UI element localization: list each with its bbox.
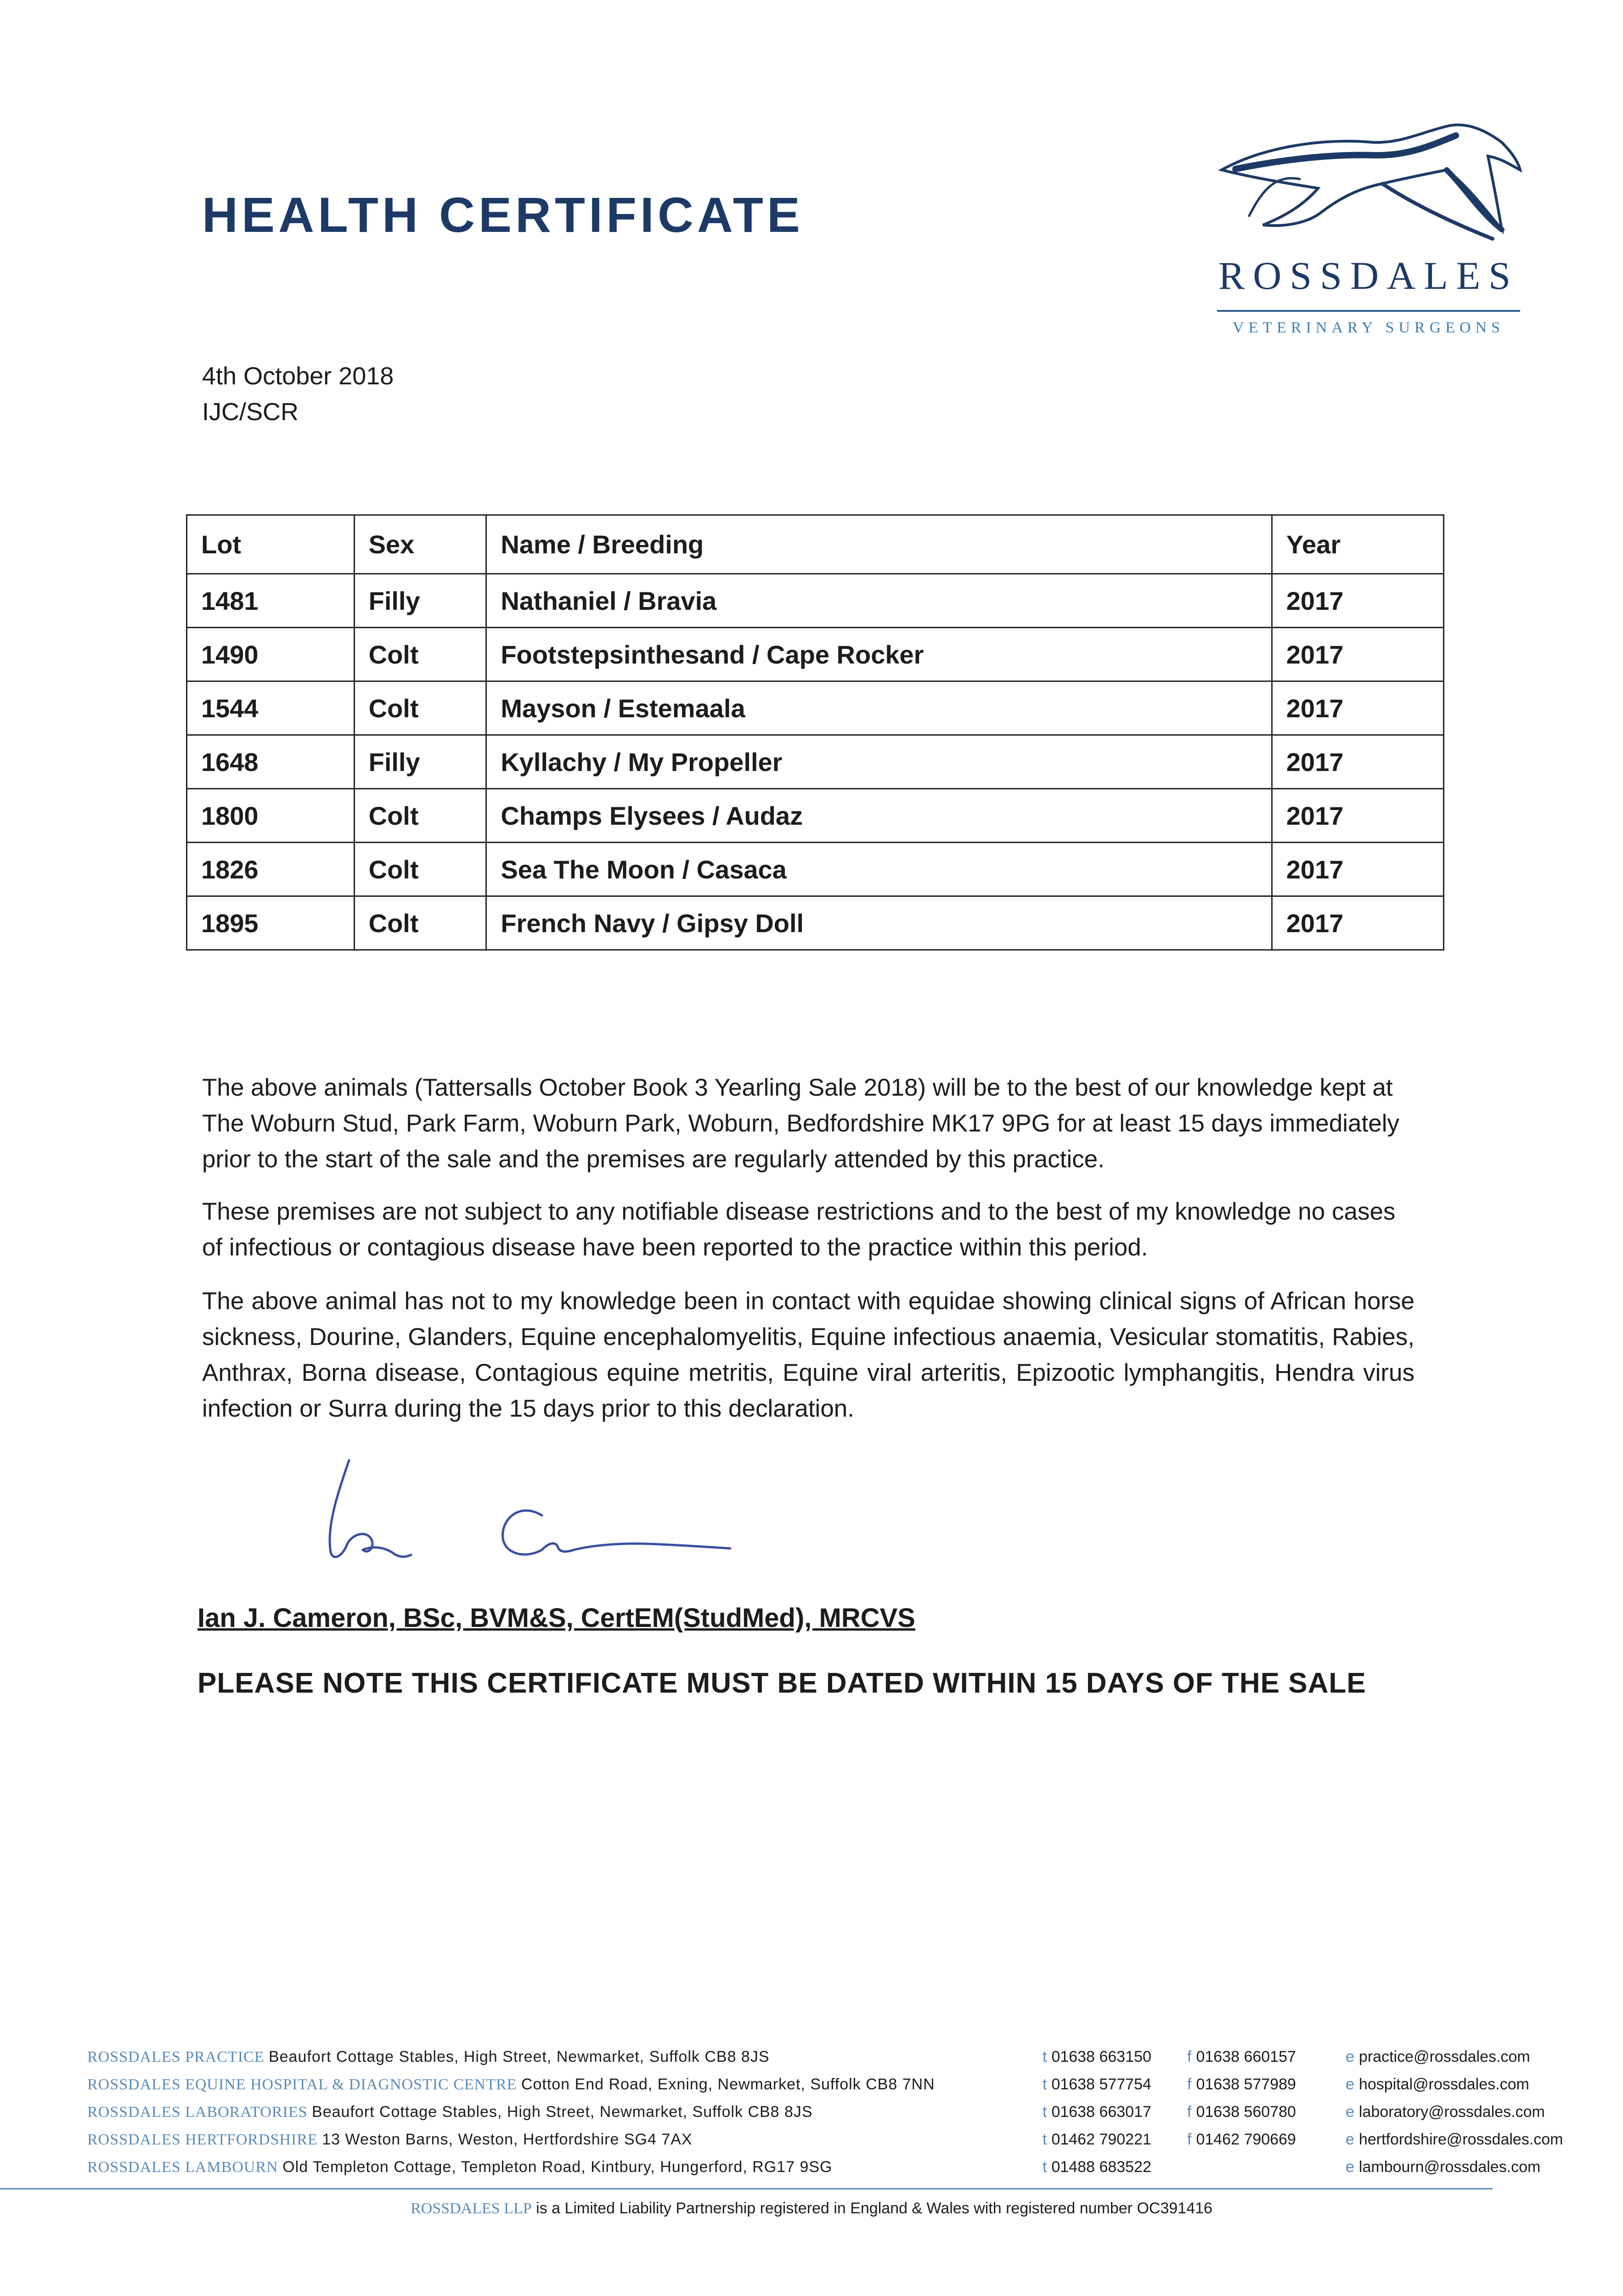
office-name [87,2048,770,2066]
email-address: laboratory@rossdales.com [1358,2103,1545,2121]
signatory-name: Ian J. Cameron, BSc, BVM&S, CertEM(StudMed), MRCVS [197,1603,915,1633]
cell-lot: 1490 [187,628,355,681]
office-address: Cotton End Road, Exning, Newmarket, Suffolk CB8 7NN [521,2076,935,2093]
tel-number: 01488 683522 [1051,2158,1151,2176]
office-fax [1187,2103,1296,2121]
office-name [87,2131,693,2149]
handwritten-signature [299,1446,804,1584]
table-row [187,681,1444,735]
office-name-text: ROSSDALES PRACTICE [87,2048,265,2065]
office-telephone [1043,2103,1151,2121]
reference-code: IJC/SCR [202,398,299,426]
cell-year: 2017 [1272,735,1443,789]
cell-name: Kyllachy / My Propeller [486,735,1272,789]
email-label: e [1346,2131,1354,2148]
email-address: hospital@rossdales.com [1358,2076,1529,2093]
fax-label: f [1187,2103,1192,2121]
office-email [1346,2103,1545,2121]
tel-label: t [1043,2076,1047,2093]
office-address: Beaufort Cottage Stables, High Street, Newmarket, Suffolk CB8 8JS [312,2103,813,2121]
email-address: hertfordshire@rossdales.com [1358,2131,1563,2148]
cell-year: 2017 [1272,789,1443,843]
llp-registration [0,2200,1623,2217]
page-title: HEALTH CERTIFICATE [202,187,804,242]
email-label: e [1346,2158,1354,2176]
table-header-row [187,515,1444,574]
office-fax [1187,2131,1296,2149]
paragraph-clinical-signs: The above animal has not to my knowledge been in contact with equidae showing clinical signs of African horse sickness, Dourine, Glanders, Equine encephalomyelitis, Equine infectious anaemia, Vesicular stomatitis, Rabies, Anthrax, Borna disease, Contagious equine metritis, Equine viral arteritis, Epizootic lymphangitis, Hendra virus infection or Surra during the 15 days prior to this declaration. [202,1288,1414,1422]
cell-sex: Colt [354,896,486,950]
office-name-text: ROSSDALES LABORATORIES [87,2104,308,2121]
footer-divider [0,2188,1493,2189]
cell-name: French Navy / Gipsy Doll [486,896,1272,950]
logo-subtitle: VETERINARY SURGEONS [1232,319,1505,336]
fax-label: f [1187,2048,1192,2065]
footer-office-row [87,2048,1580,2076]
office-fax [1187,2076,1296,2093]
tel-label: t [1043,2048,1047,2065]
table-row [187,896,1444,950]
email-label: e [1346,2048,1354,2065]
cell-lot: 1544 [187,681,355,735]
cell-year: 2017 [1272,574,1443,628]
cell-year: 2017 [1272,843,1443,896]
tel-number: 01638 577754 [1051,2076,1151,2093]
office-fax [1187,2048,1296,2066]
cell-name: Sea The Moon / Casaca [486,843,1272,896]
office-name [87,2158,832,2176]
fax-label: f [1187,2131,1192,2148]
rossdales-logo [1208,115,1529,344]
office-email [1346,2048,1530,2066]
cell-lot: 1800 [187,789,355,843]
cell-name: Mayson / Estemaala [486,681,1272,735]
cell-sex: Colt [354,681,486,735]
paragraph-sale-location: The above animals (Tattersalls October Book 3 Yearling Sale 2018) will be to the best of our knowledge kept at The Woburn Stud, Park Farm, Woburn Park, Woburn, Bedfordshire MK17 9PG for at least 15 days immediately prior to the start of the sale and the premises are regularly attended by this practice. [202,1074,1399,1173]
cell-sex: Colt [354,628,486,681]
tel-label: t [1043,2158,1047,2176]
cell-name: Champs Elysees / Audaz [486,789,1272,843]
cell-sex: Colt [354,789,486,843]
office-name [87,2103,813,2121]
office-telephone [1043,2158,1151,2176]
cell-sex: Colt [354,843,486,896]
footer-offices [87,2048,1580,2186]
paragraph-disease-restrictions: These premises are not subject to any notifiable disease restrictions and to the best of my knowledge no cases of infectious or contagious disease have been reported to the practice within this period. [202,1198,1396,1261]
footer-office-row [87,2076,1580,2103]
logo-name: ROSSDALES [1218,253,1519,298]
cell-sex: Filly [354,574,486,628]
tel-number: 01638 663150 [1051,2048,1151,2065]
email-address: lambourn@rossdales.com [1358,2158,1541,2176]
certificate-date: 4th October 2018 [202,362,394,390]
office-name-text: ROSSDALES HERTFORDSHIRE [87,2131,318,2148]
fax-label: f [1187,2076,1192,2093]
header-year: Year [1272,515,1443,574]
office-telephone [1043,2076,1151,2093]
fax-number: 01638 660157 [1196,2048,1296,2065]
tel-label: t [1043,2131,1047,2148]
office-telephone [1043,2131,1151,2149]
table-row [187,843,1444,896]
header-lot: Lot [187,515,355,574]
cell-name: Footstepsinthesand / Cape Rocker [486,628,1272,681]
email-label: e [1346,2076,1354,2093]
cell-lot: 1895 [187,896,355,950]
office-email [1346,2076,1529,2093]
email-label: e [1346,2103,1354,2121]
email-address: practice@rossdales.com [1358,2048,1530,2065]
table-row [187,789,1444,843]
tel-number: 01462 790221 [1051,2131,1151,2148]
office-address: Beaufort Cottage Stables, High Street, Newmarket, Suffolk CB8 8JS [268,2048,770,2065]
cell-name: Nathaniel / Bravia [486,574,1272,628]
logo-divider [1217,310,1520,312]
horse-logo-icon [1208,115,1529,253]
footer-office-row [87,2131,1580,2158]
cell-year: 2017 [1272,628,1443,681]
fax-number: 01462 790669 [1196,2131,1296,2148]
footer-office-row [87,2103,1580,2131]
tel-number: 01638 663017 [1051,2103,1151,2121]
office-email [1346,2131,1563,2149]
cell-year: 2017 [1272,896,1443,950]
cell-year: 2017 [1272,681,1443,735]
table-row [187,574,1444,628]
llp-text: is a Limited Liability Partnership registered in England & Wales with registered number OC391416 [536,2200,1212,2217]
dating-notice: PLEASE NOTE THIS CERTIFICATE MUST BE DATED WITHIN 15 DAYS OF THE SALE [197,1667,1366,1699]
office-name-text: ROSSDALES LAMBOURN [87,2159,278,2176]
cell-sex: Filly [354,735,486,789]
footer-office-row [87,2158,1580,2186]
table-row [187,628,1444,681]
header-name-breeding: Name / Breeding [486,515,1272,574]
fax-number: 01638 560780 [1196,2103,1296,2121]
tel-label: t [1043,2103,1047,2121]
office-name [87,2076,935,2093]
header-sex: Sex [354,515,486,574]
fax-number: 01638 577989 [1196,2076,1296,2093]
cell-lot: 1826 [187,843,355,896]
lots-table [186,514,1444,951]
llp-name: ROSSDALES LLP [411,2200,532,2217]
table-row [187,735,1444,789]
office-telephone [1043,2048,1151,2066]
cell-lot: 1481 [187,574,355,628]
office-email [1346,2158,1540,2176]
office-address: 13 Weston Barns, Weston, Hertfordshire SG4 7AX [322,2131,693,2148]
cell-lot: 1648 [187,735,355,789]
office-name-text: ROSSDALES EQUINE HOSPITAL & DIAGNOSTIC CENTRE [87,2076,517,2093]
office-address: Old Templeton Cottage, Templeton Road, Kintbury, Hungerford, RG17 9SG [282,2158,833,2176]
